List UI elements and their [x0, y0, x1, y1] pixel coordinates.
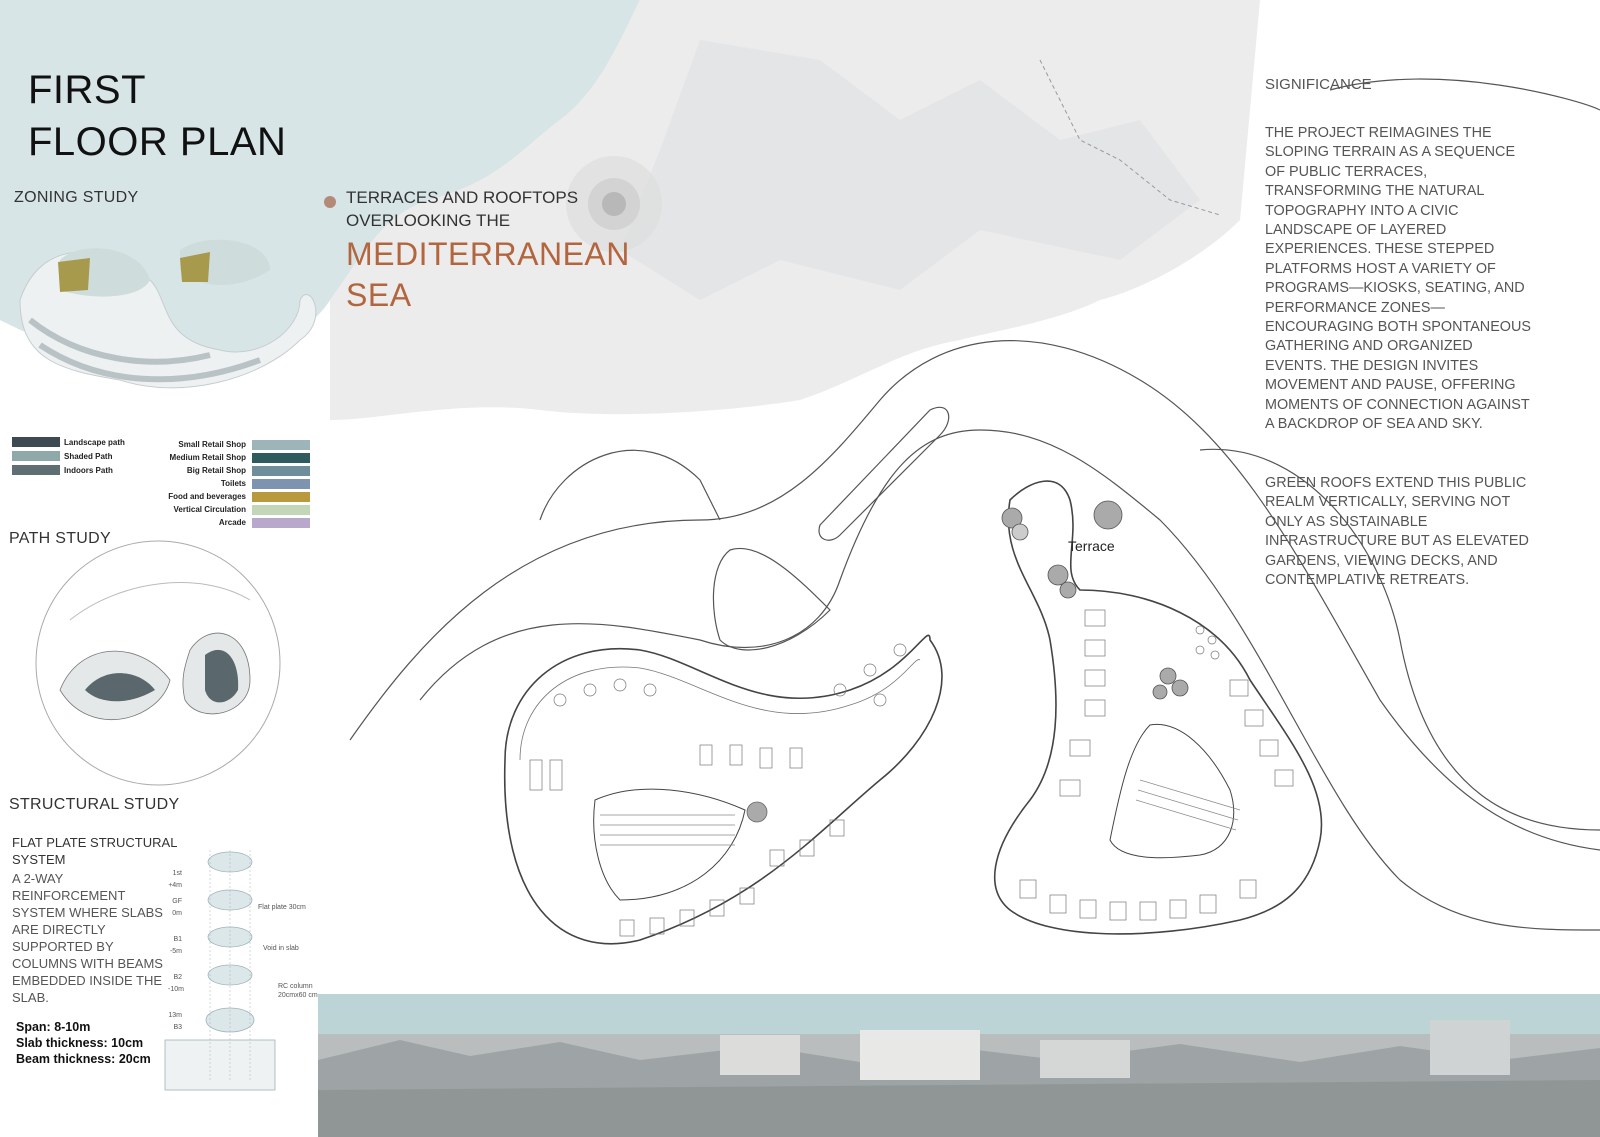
structural-note: Void in slab	[263, 945, 299, 952]
structural-description: A 2-WAY REINFORCEMENT SYSTEM WHERE SLABS ARE DIRECTLY SUPPORTED BY COLUMNS WITH BEAMS EMBEDDED INSIDE THE SLAB.	[12, 871, 163, 1005]
legend-label: Landscape path	[64, 437, 125, 447]
level-label: 13m	[168, 1012, 182, 1019]
legend-label: Shaded Path	[64, 451, 113, 461]
legend-swatch	[252, 479, 310, 489]
terrace-label: Terrace	[1068, 538, 1115, 554]
level-label: B1	[173, 936, 182, 943]
level-labels	[168, 868, 182, 1034]
legend-item	[150, 503, 310, 516]
structural-subtitle: FLAT PLATE STRUCTURAL SYSTEM	[12, 835, 177, 867]
sea-name-line-2: SEA	[346, 277, 412, 313]
legend-item	[150, 451, 310, 464]
program-legend	[150, 438, 310, 529]
legend-label: Toilets	[220, 479, 246, 488]
significance-paragraph-1: THE PROJECT REIMAGINES THE SLOPING TERRAIN AS A SEQUENCE OF PUBLIC TERRACES, TRANSFORMING THE NATURAL TOPOGRAPHY INTO A CIVIC LANDSCAPE OF LAYERED EXPERIENCES. THESE STEPPED PLATFORMS HOST A VARIETY OF PROGRAMS—KIOSKS, SEATING, AND PERFORMANCE ZONES—ENCOURAGING BOTH SPONTANEOUS GATHERING AND ORGANIZED EVENTS. THE DESIGN INVITES MOVEMENT AND PAUSE, OFFERING MOMENTS OF CONNECTION AGAINST A BACKDROP OF SEA AND SKY.	[1265, 125, 1531, 433]
legend-swatch	[252, 518, 310, 528]
beam-spec: Beam thickness: 20cm	[16, 1052, 151, 1066]
structural-specs	[16, 1019, 151, 1067]
legend-label: Vertical Circulation	[173, 505, 246, 514]
legend-swatch	[12, 437, 60, 447]
path-study-heading: PATH STUDY	[9, 530, 111, 547]
significance-paragraph-2: GREEN ROOFS EXTEND THIS PUBLIC REALM VERTICALLY, SERVING NOT ONLY AS SUSTAINABLE INFRASTRUCTURE BUT AS ELEVATED GARDENS, VIEWING DECKS, AND CONTEMPLATIVE RETREATS.	[1265, 475, 1529, 589]
span-spec: Span: 8-10m	[16, 1020, 91, 1034]
legend-item	[150, 438, 310, 451]
legend-label: Medium Retail Shop	[169, 453, 246, 462]
slab-spec: Slab thickness: 10cm	[16, 1036, 144, 1050]
legend-label: Arcade	[218, 518, 246, 527]
structural-study-heading: STRUCTURAL STUDY	[9, 796, 180, 813]
level-label: -10m	[168, 986, 184, 993]
legend-label: Indoors Path	[64, 465, 113, 475]
level-label: -5m	[169, 948, 182, 955]
title-line-1: FIRST	[28, 68, 147, 112]
legend-swatch	[12, 451, 60, 461]
level-label: B2	[173, 974, 182, 981]
legend-swatch	[252, 440, 310, 450]
page-title	[28, 64, 286, 168]
legend-swatch	[252, 505, 310, 515]
tagline-line-2: OVERLOOKING THE	[346, 211, 511, 230]
level-label: 1st	[172, 870, 182, 877]
legend-swatch	[12, 465, 60, 475]
legend-swatch	[252, 453, 310, 463]
legend-swatch	[252, 492, 310, 502]
level-label: GF	[172, 898, 182, 905]
legend-item	[12, 435, 125, 449]
legend-label: Small Retail Shop	[178, 440, 246, 449]
legend-label: Big Retail Shop	[186, 466, 246, 475]
legend-item	[12, 463, 125, 477]
significance-heading: SIGNIFICANCE	[1265, 76, 1372, 93]
path-legend	[12, 435, 125, 477]
sea-view-photo	[318, 994, 1600, 1137]
level-label: B3	[173, 1024, 182, 1031]
legend-item	[150, 464, 310, 477]
legend-item	[150, 516, 310, 529]
level-label: +4m	[168, 882, 182, 889]
tagline-line-1: TERRACES AND ROOFTOPS	[346, 188, 579, 207]
title-line-2: FLOOR PLAN	[28, 120, 287, 164]
bullet-dot-icon	[324, 196, 336, 208]
legend-item	[150, 490, 310, 503]
structural-note: Flat plate 30cm	[258, 904, 306, 911]
path-study-diagram	[36, 541, 280, 785]
legend-swatch	[252, 466, 310, 476]
legend-item	[12, 449, 125, 463]
level-label: 0m	[172, 910, 182, 917]
legend-label: Food and beverages	[168, 492, 246, 501]
sea-name-line-1: MEDITERRANEAN	[346, 236, 630, 272]
left-building-plan	[505, 635, 942, 943]
legend-item	[150, 477, 310, 490]
structural-note: RC column 20cmx60 cm	[278, 983, 318, 999]
zoning-study-heading: ZONING STUDY	[14, 189, 139, 206]
